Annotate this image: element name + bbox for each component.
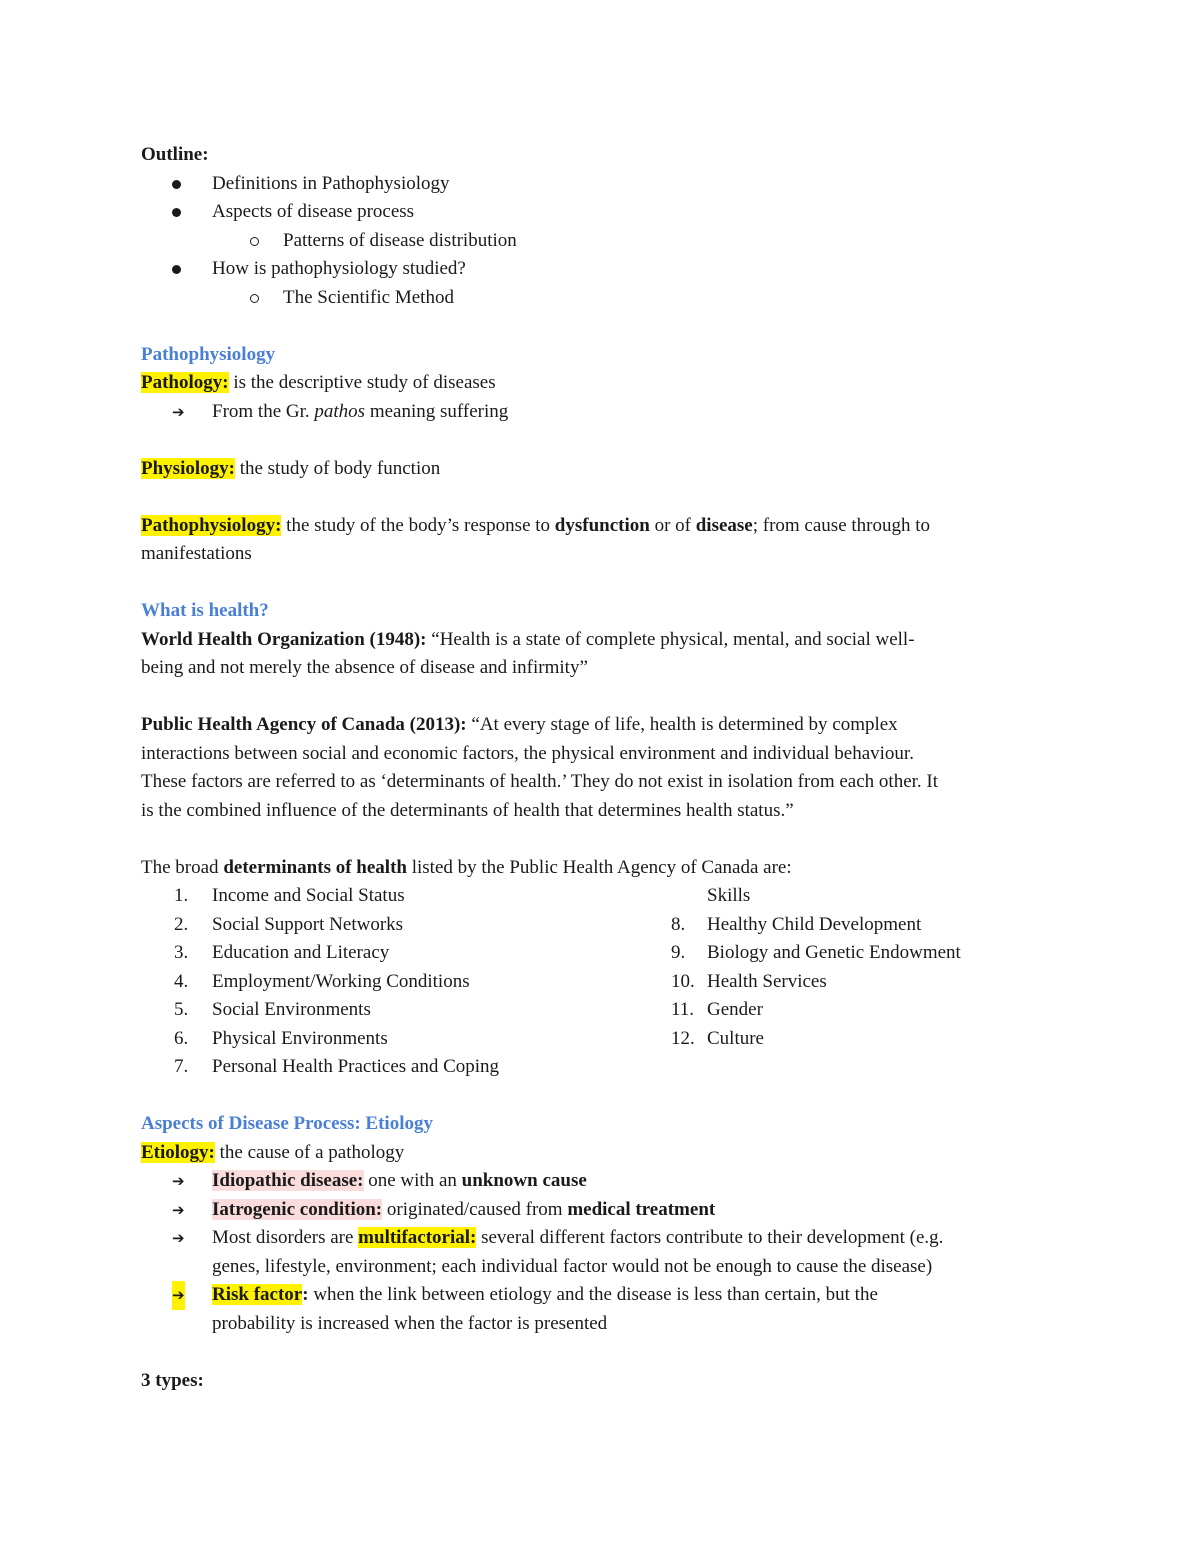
physiology-definition: Physiology: the study of body function: [141, 457, 441, 479]
outline-title: Outline:: [141, 144, 209, 165]
outline-item: How is pathophysiology studied?: [141, 255, 1061, 284]
phac-definition-cont: These factors are referred to as ‘determinants of health.’ They do not exist in isolation from each other. It: [141, 771, 939, 792]
phac-definition-cont: interactions between social and economic factors, the physical environment and individual behaviour.: [141, 742, 914, 764]
physiology-term: Physiology:: [141, 457, 235, 479]
determinants-column-left: [141, 882, 661, 1082]
list-item-continuation: Skills: [707, 885, 751, 906]
arrow-icon: ➔: [172, 1200, 185, 1219]
outline-item: Definitions in Pathophysiology: [141, 170, 1061, 199]
list-item: 1. Income and Social Status: [174, 885, 405, 906]
pathophysiology-definition-cont: manifestations: [141, 543, 252, 564]
multifactorial-item-cont: genes, lifestyle, environment; each individual factor would not be enough to cause the disease): [212, 1255, 933, 1277]
phac-definition-cont: is the combined influence of the determinants of health that determines health status.”: [141, 799, 794, 821]
risk-factor-item-cont: probability is increased when the factor is presented: [212, 1312, 608, 1334]
determinants-column-right: [671, 882, 1071, 1053]
pathophysiology-term: Pathophysiology:: [141, 514, 282, 536]
list-item: 9. Biology and Genetic Endowment: [671, 942, 961, 963]
list-item: 4. Employment/Working Conditions: [174, 970, 470, 992]
arrow-icon: ➔: [172, 402, 185, 421]
outline-subitem: The Scientific Method: [141, 284, 1061, 313]
who-definition: World Health Organization (1948): “Health is a state of complete physical, mental, and social well-: [141, 628, 915, 650]
section-heading-health: What is health?: [141, 600, 269, 621]
risk-factor-item: ➔ Risk factor: when the link between etiology and the disease is less than certain, but the: [141, 1281, 1061, 1310]
arrow-icon: ➔: [172, 1281, 185, 1310]
iatrogenic-item: ➔ Iatrogenic condition: originated/caused from medical treatment: [141, 1196, 1061, 1225]
outline-subitem: Patterns of disease distribution: [141, 227, 1061, 256]
idiopathic-item: ➔ Idiopathic disease: one with an unknown cause: [141, 1167, 1061, 1196]
list-item: 6. Physical Environments: [174, 1027, 388, 1049]
pathology-note: ➔ From the Gr. pathos meaning suffering: [141, 398, 1061, 427]
list-item: 7. Personal Health Practices and Coping: [174, 1056, 500, 1077]
bullet-icon: [172, 208, 181, 217]
list-item: 11. Gender: [671, 999, 763, 1020]
determinants-list: [141, 882, 1061, 1082]
etiology-definition: Etiology: the cause of a pathology: [141, 1141, 405, 1163]
list-item: 12. Culture: [671, 1027, 764, 1049]
list-item: 10. Health Services: [671, 970, 827, 992]
list-item: 2. Social Support Networks: [174, 913, 404, 935]
multifactorial-item: ➔ Most disorders are multifactorial: several different factors contribute to their development (e.g.: [141, 1224, 1061, 1253]
sub-bullet-icon: [250, 294, 259, 303]
who-definition-cont: being and not merely the absence of disease and infirmity”: [141, 657, 588, 678]
outline-item: Aspects of disease process: [141, 198, 1061, 227]
sub-bullet-icon: [250, 237, 259, 246]
bullet-icon: [172, 265, 181, 274]
determinants-intro: The broad determinants of health listed by the Public Health Agency of Canada are:: [141, 856, 792, 878]
list-item: 5. Social Environments: [174, 999, 371, 1020]
phac-definition: Public Health Agency of Canada (2013): “At every stage of life, health is determined by complex: [141, 714, 898, 735]
types-heading: 3 types:: [141, 1369, 204, 1391]
section-heading-etiology: Aspects of Disease Process: Etiology: [141, 1113, 433, 1134]
list-item: 8. Healthy Child Development: [671, 913, 922, 935]
pathology-definition: Pathology: is the descriptive study of diseases: [141, 372, 496, 393]
pathology-term: Pathology:: [141, 372, 229, 393]
section-heading-pathophysiology: Pathophysiology: [141, 343, 276, 365]
arrow-icon: ➔: [172, 1229, 185, 1247]
arrow-icon: ➔: [172, 1172, 185, 1190]
document-page: [141, 141, 1061, 1395]
bullet-icon: [172, 180, 181, 189]
etiology-term: Etiology:: [141, 1141, 215, 1163]
pathophysiology-definition: Pathophysiology: the study of the body’s response to dysfunction or of disease; from cause through to: [141, 514, 931, 536]
list-item: 3. Education and Literacy: [174, 942, 390, 963]
